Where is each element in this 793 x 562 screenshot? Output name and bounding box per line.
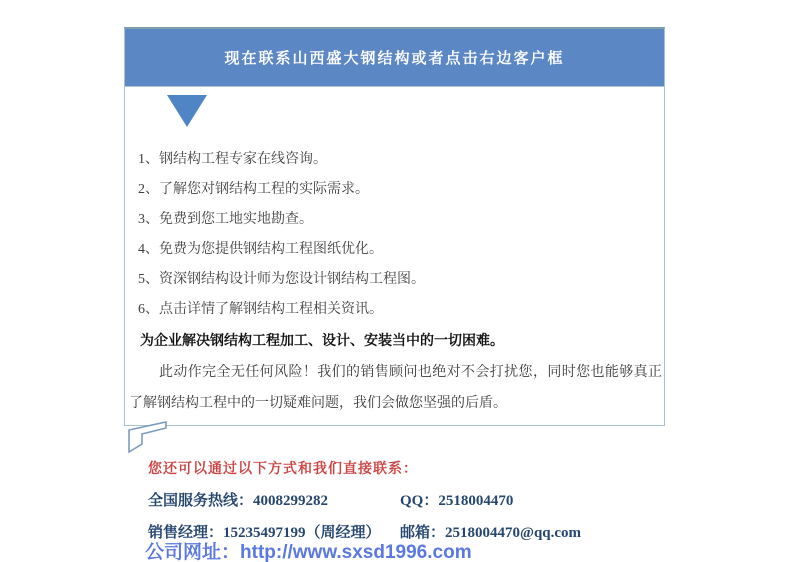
website-link[interactable]: http://www.sxsd1996.com bbox=[240, 542, 472, 562]
down-arrow-icon bbox=[167, 95, 207, 127]
email-value: 2518004470@qq.com bbox=[445, 525, 582, 541]
website-row bbox=[145, 537, 472, 562]
arrow-container bbox=[125, 95, 664, 135]
contact-note: 您还可以通过以下方式和我们直接联系： bbox=[148, 462, 418, 477]
assurance-paragraph: 此动作完全无任何风险！我们的销售顾问也绝对不会打扰您，同时您也能够真正了解钢结构工程中的一切疑难问题，我们会做您坚强的后盾。 bbox=[129, 365, 662, 411]
steps-list bbox=[138, 145, 664, 325]
email-label: 邮箱： bbox=[400, 525, 446, 541]
hotline-row bbox=[148, 489, 513, 510]
promo-panel bbox=[124, 27, 665, 426]
list-item: 1、钢结构工程专家在线咨询。 bbox=[138, 152, 327, 167]
hotline-number: 4008299282 bbox=[253, 493, 329, 509]
panel-header bbox=[125, 29, 664, 87]
qq-label: QQ： bbox=[400, 493, 439, 509]
highlight-line: 为企业解决钢结构工程加工、设计、安装当中的一切困难。 bbox=[140, 334, 504, 349]
list-item: 2、了解您对钢结构工程的实际需求。 bbox=[138, 182, 369, 197]
hotline-segment bbox=[148, 489, 400, 510]
hotline-label: 全国服务热线： bbox=[148, 493, 254, 509]
qq-number: 2518004470 bbox=[438, 493, 514, 509]
panel-title: 现在联系山西盛大钢结构或者点击右边客户框 bbox=[224, 51, 565, 67]
list-item: 5、资深钢结构设计师为您设计钢结构工程图。 bbox=[138, 272, 425, 287]
manager-number: 15235497199（周经理） bbox=[223, 525, 381, 541]
flag-icon bbox=[126, 419, 170, 455]
list-item: 6、点击详情了解钢结构工程相关资讯。 bbox=[138, 302, 383, 317]
list-item: 3、免费到您工地实地勘查。 bbox=[138, 212, 313, 227]
list-item: 4、免费为您提供钢结构工程图纸优化。 bbox=[138, 242, 383, 257]
website-label: 公司网址： bbox=[145, 542, 241, 562]
manager-label: 销售经理： bbox=[148, 525, 224, 541]
